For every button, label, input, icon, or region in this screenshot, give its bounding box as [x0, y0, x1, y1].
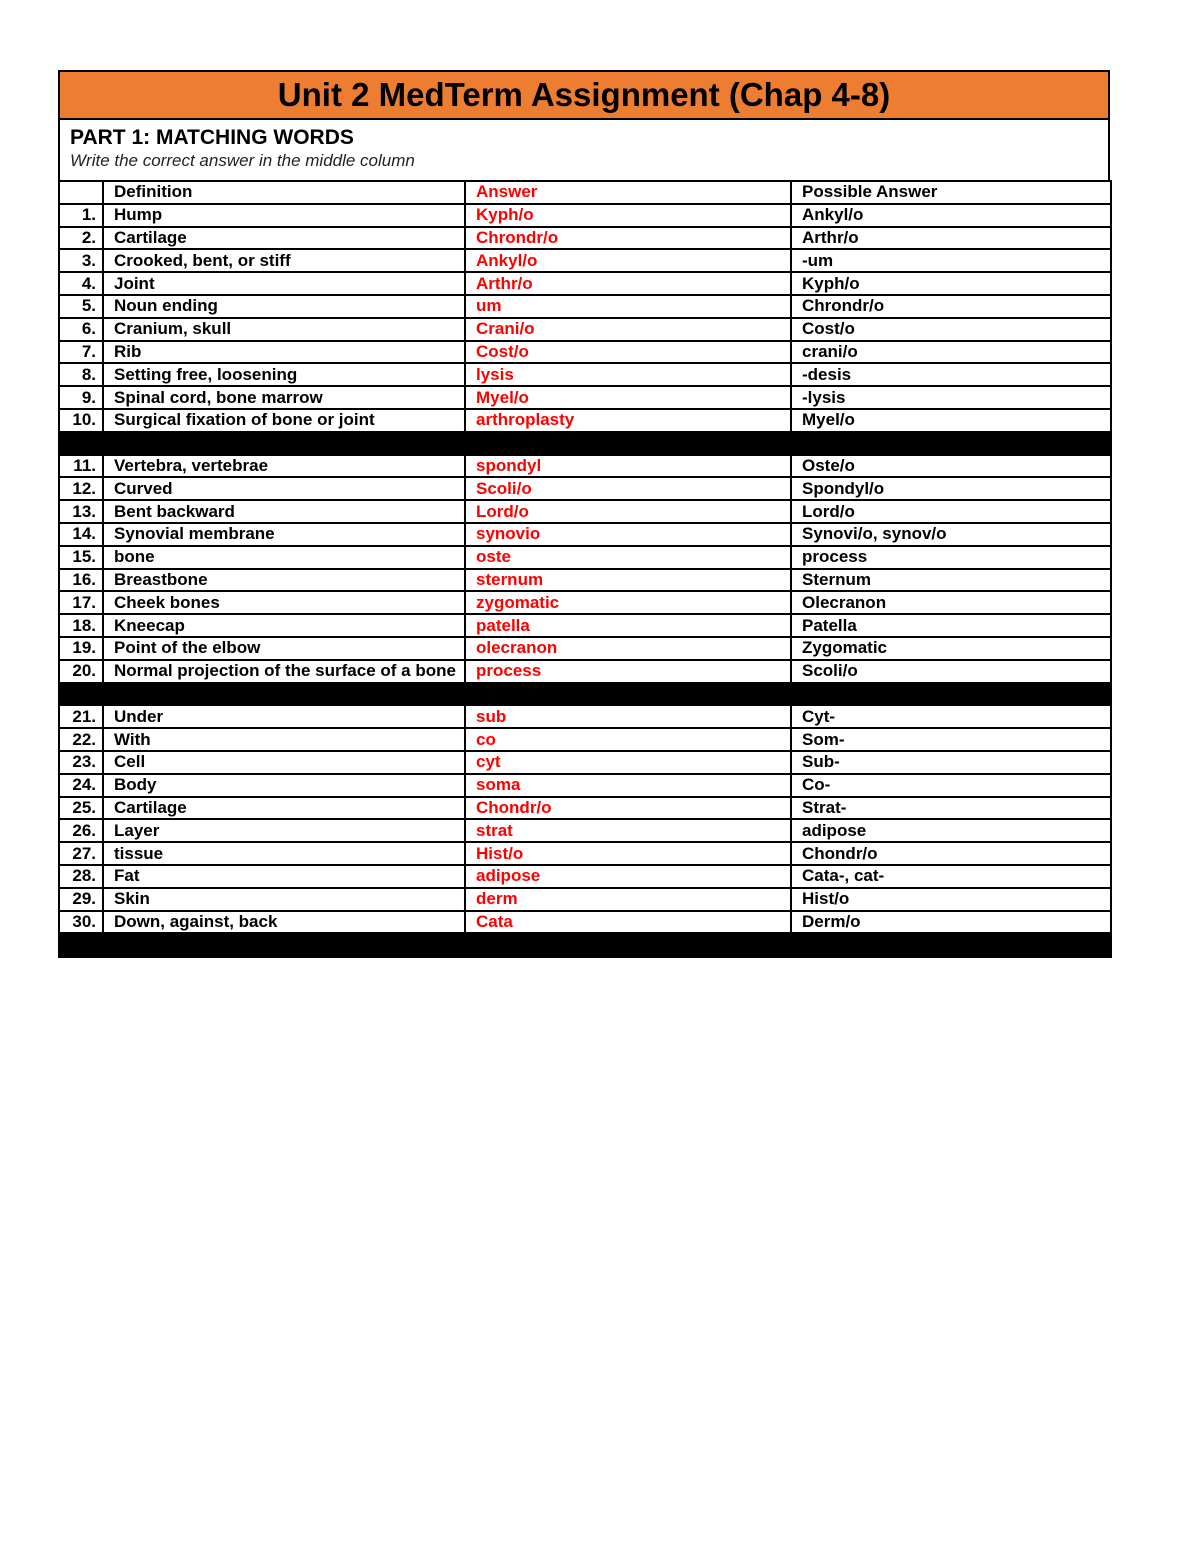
- row-definition: Kneecap: [103, 614, 465, 637]
- row-answer: adipose: [465, 865, 791, 888]
- row-number: 2.: [59, 227, 103, 250]
- row-answer: zygomatic: [465, 591, 791, 614]
- row-definition: Skin: [103, 888, 465, 911]
- row-possible-answer: Co-: [791, 774, 1111, 797]
- separator-row: [59, 933, 1111, 957]
- table-header-row: [59, 181, 1111, 204]
- row-number: 7.: [59, 341, 103, 364]
- row-definition: Vertebra, vertebrae: [103, 455, 465, 478]
- row-answer: Chrondr/o: [465, 227, 791, 250]
- row-definition: Bent backward: [103, 500, 465, 523]
- row-number: 18.: [59, 614, 103, 637]
- row-definition: Surgical fixation of bone or joint: [103, 409, 465, 432]
- row-number: 26.: [59, 819, 103, 842]
- row-answer: spondyl: [465, 455, 791, 478]
- table-row: [59, 751, 1111, 774]
- table-row: [59, 227, 1111, 250]
- table-row: [59, 546, 1111, 569]
- row-number: 6.: [59, 318, 103, 341]
- row-definition: Spinal cord, bone marrow: [103, 386, 465, 409]
- row-possible-answer: -desis: [791, 363, 1111, 386]
- row-number: 15.: [59, 546, 103, 569]
- row-possible-answer: -lysis: [791, 386, 1111, 409]
- row-definition: Hump: [103, 204, 465, 227]
- row-number: 11.: [59, 455, 103, 478]
- table-row: [59, 911, 1111, 934]
- row-possible-answer: Cata-, cat-: [791, 865, 1111, 888]
- row-possible-answer: Hist/o: [791, 888, 1111, 911]
- row-number: 27.: [59, 842, 103, 865]
- part-instruction: Write the correct answer in the middle column: [70, 151, 415, 170]
- table-row: [59, 318, 1111, 341]
- row-answer: cyt: [465, 751, 791, 774]
- table-row: [59, 569, 1111, 592]
- table-row: [59, 455, 1111, 478]
- row-possible-answer: Cyt-: [791, 705, 1111, 728]
- row-possible-answer: Spondyl/o: [791, 477, 1111, 500]
- row-answer: um: [465, 295, 791, 318]
- row-definition: With: [103, 728, 465, 751]
- row-definition: Curved: [103, 477, 465, 500]
- row-answer: Lord/o: [465, 500, 791, 523]
- row-possible-answer: Derm/o: [791, 911, 1111, 934]
- separator-bar: [59, 432, 1111, 455]
- table-row: [59, 249, 1111, 272]
- row-number: 19.: [59, 637, 103, 660]
- row-answer: Myel/o: [465, 386, 791, 409]
- row-definition: Normal projection of the surface of a bone: [103, 660, 465, 683]
- table-row: [59, 728, 1111, 751]
- table-row: [59, 819, 1111, 842]
- table-row: [59, 774, 1111, 797]
- row-possible-answer: Myel/o: [791, 409, 1111, 432]
- row-definition: bone: [103, 546, 465, 569]
- row-answer: Cata: [465, 911, 791, 934]
- row-possible-answer: Patella: [791, 614, 1111, 637]
- row-answer: Cost/o: [465, 341, 791, 364]
- row-answer: soma: [465, 774, 791, 797]
- table-row: [59, 865, 1111, 888]
- row-answer: process: [465, 660, 791, 683]
- table-row: [59, 660, 1111, 683]
- part-section: [58, 120, 1110, 180]
- row-possible-answer: adipose: [791, 819, 1111, 842]
- row-number: 29.: [59, 888, 103, 911]
- row-number: 17.: [59, 591, 103, 614]
- row-answer: Chondr/o: [465, 797, 791, 820]
- row-definition: Under: [103, 705, 465, 728]
- row-possible-answer: crani/o: [791, 341, 1111, 364]
- row-definition: Crooked, bent, or stiff: [103, 249, 465, 272]
- row-answer: olecranon: [465, 637, 791, 660]
- row-number: 1.: [59, 204, 103, 227]
- row-definition: Cheek bones: [103, 591, 465, 614]
- header-number: [59, 181, 103, 204]
- row-answer: sub: [465, 705, 791, 728]
- separator-bar: [59, 933, 1111, 957]
- matching-table-body: [59, 181, 1111, 957]
- document-title: Unit 2 MedTerm Assignment (Chap 4-8): [58, 70, 1110, 120]
- row-answer: Crani/o: [465, 318, 791, 341]
- table-row: [59, 614, 1111, 637]
- table-row: [59, 386, 1111, 409]
- table-row: [59, 591, 1111, 614]
- row-number: 4.: [59, 272, 103, 295]
- row-possible-answer: Arthr/o: [791, 227, 1111, 250]
- row-definition: Rib: [103, 341, 465, 364]
- row-possible-answer: Chondr/o: [791, 842, 1111, 865]
- row-answer: Kyph/o: [465, 204, 791, 227]
- table-row: [59, 204, 1111, 227]
- row-definition: Joint: [103, 272, 465, 295]
- row-definition: Down, against, back: [103, 911, 465, 934]
- row-possible-answer: Chrondr/o: [791, 295, 1111, 318]
- row-definition: tissue: [103, 842, 465, 865]
- part-heading: PART 1: MATCHING WORDS: [70, 126, 354, 149]
- row-possible-answer: process: [791, 546, 1111, 569]
- row-definition: Synovial membrane: [103, 523, 465, 546]
- row-possible-answer: Scoli/o: [791, 660, 1111, 683]
- row-number: 16.: [59, 569, 103, 592]
- row-answer: Scoli/o: [465, 477, 791, 500]
- table-row: [59, 888, 1111, 911]
- row-number: 22.: [59, 728, 103, 751]
- row-possible-answer: Synovi/o, synov/o: [791, 523, 1111, 546]
- row-number: 23.: [59, 751, 103, 774]
- row-possible-answer: Som-: [791, 728, 1111, 751]
- row-definition: Body: [103, 774, 465, 797]
- table-row: [59, 797, 1111, 820]
- row-possible-answer: Oste/o: [791, 455, 1111, 478]
- row-number: 21.: [59, 705, 103, 728]
- row-possible-answer: Sub-: [791, 751, 1111, 774]
- table-row: [59, 295, 1111, 318]
- row-number: 20.: [59, 660, 103, 683]
- table-row: [59, 705, 1111, 728]
- row-number: 30.: [59, 911, 103, 934]
- table-row: [59, 272, 1111, 295]
- table-row: [59, 637, 1111, 660]
- table-row: [59, 363, 1111, 386]
- matching-table: [58, 180, 1112, 958]
- row-answer: co: [465, 728, 791, 751]
- row-definition: Cartilage: [103, 797, 465, 820]
- table-row: [59, 409, 1111, 432]
- row-definition: Cartilage: [103, 227, 465, 250]
- row-number: 8.: [59, 363, 103, 386]
- separator-row: [59, 683, 1111, 706]
- header-possible-answer: Possible Answer: [791, 181, 1111, 204]
- row-number: 5.: [59, 295, 103, 318]
- row-definition: Cell: [103, 751, 465, 774]
- row-possible-answer: Sternum: [791, 569, 1111, 592]
- row-answer: Hist/o: [465, 842, 791, 865]
- row-possible-answer: Kyph/o: [791, 272, 1111, 295]
- separator-bar: [59, 683, 1111, 706]
- table-row: [59, 500, 1111, 523]
- row-answer: patella: [465, 614, 791, 637]
- row-answer: Ankyl/o: [465, 249, 791, 272]
- row-possible-answer: Ankyl/o: [791, 204, 1111, 227]
- table-row: [59, 523, 1111, 546]
- table-row: [59, 842, 1111, 865]
- row-definition: Noun ending: [103, 295, 465, 318]
- row-number: 28.: [59, 865, 103, 888]
- row-possible-answer: Cost/o: [791, 318, 1111, 341]
- row-possible-answer: Strat-: [791, 797, 1111, 820]
- row-definition: Setting free, loosening: [103, 363, 465, 386]
- row-definition: Fat: [103, 865, 465, 888]
- row-possible-answer: -um: [791, 249, 1111, 272]
- row-answer: strat: [465, 819, 791, 842]
- row-number: 14.: [59, 523, 103, 546]
- assignment-sheet: [58, 70, 1110, 958]
- separator-row: [59, 432, 1111, 455]
- row-answer: oste: [465, 546, 791, 569]
- row-number: 25.: [59, 797, 103, 820]
- row-number: 24.: [59, 774, 103, 797]
- row-answer: lysis: [465, 363, 791, 386]
- row-answer: synovio: [465, 523, 791, 546]
- row-number: 9.: [59, 386, 103, 409]
- header-answer: Answer: [465, 181, 791, 204]
- row-answer: arthroplasty: [465, 409, 791, 432]
- row-answer: sternum: [465, 569, 791, 592]
- row-number: 13.: [59, 500, 103, 523]
- table-row: [59, 477, 1111, 500]
- row-definition: Breastbone: [103, 569, 465, 592]
- row-number: 3.: [59, 249, 103, 272]
- row-possible-answer: Zygomatic: [791, 637, 1111, 660]
- table-row: [59, 341, 1111, 364]
- row-answer: Arthr/o: [465, 272, 791, 295]
- row-possible-answer: Olecranon: [791, 591, 1111, 614]
- header-definition: Definition: [103, 181, 465, 204]
- row-number: 12.: [59, 477, 103, 500]
- row-definition: Layer: [103, 819, 465, 842]
- row-definition: Point of the elbow: [103, 637, 465, 660]
- row-answer: derm: [465, 888, 791, 911]
- row-possible-answer: Lord/o: [791, 500, 1111, 523]
- row-number: 10.: [59, 409, 103, 432]
- row-definition: Cranium, skull: [103, 318, 465, 341]
